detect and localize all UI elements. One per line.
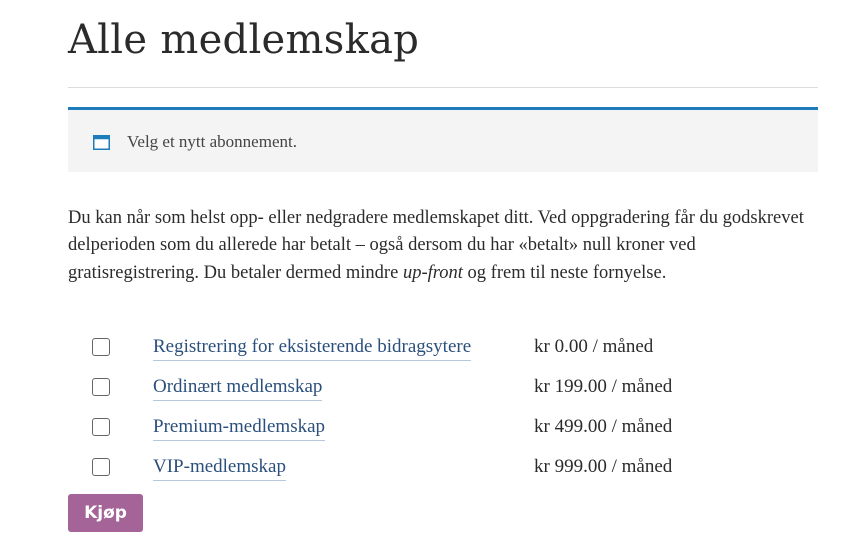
- notice-text: Velg et nytt abonnement.: [127, 132, 297, 151]
- intro-emphasis: up-front: [402, 262, 463, 283]
- plan-link[interactable]: VIP-medlemskap: [153, 454, 286, 481]
- plan-price: kr 499.00 / måned: [534, 416, 673, 437]
- calendar-icon: [93, 135, 110, 150]
- plan-price: kr 199.00 / måned: [534, 376, 673, 397]
- plan-row-vip: [68, 450, 818, 490]
- plan-row-registrering: [68, 330, 818, 370]
- buy-button[interactable]: Kjøp: [68, 494, 143, 532]
- page-title: Alle medlemskap: [68, 17, 420, 63]
- intro-paragraph: [68, 205, 818, 287]
- plan-price: kr 0.00 / måned: [534, 336, 654, 357]
- plan-link[interactable]: Registrering for eksisterende bidragsytere: [153, 334, 471, 361]
- title-divider: [68, 87, 818, 88]
- plan-row-ordinaert: [68, 370, 818, 410]
- plan-checkbox[interactable]: [92, 338, 110, 356]
- plan-checkbox[interactable]: [92, 378, 110, 396]
- plan-link[interactable]: Premium-medlemskap: [153, 414, 325, 441]
- info-notice: [68, 107, 818, 172]
- intro-text-1: Du kan når som helst opp- eller nedgradere medlemskapet ditt. Ved oppgradering får du godskrevet delperioden som du allerede har betalt – også dersom du har «betalt» null kroner ved gratisregistrering. Du betaler dermed mindre: [68, 208, 804, 283]
- plan-checkbox[interactable]: [92, 458, 110, 476]
- plan-link[interactable]: Ordinært medlemskap: [153, 374, 322, 401]
- intro-text-2: og frem til neste fornyelse.: [462, 262, 667, 283]
- plan-price: kr 999.00 / måned: [534, 456, 673, 477]
- plan-row-premium: [68, 410, 818, 450]
- plan-checkbox[interactable]: [92, 418, 110, 436]
